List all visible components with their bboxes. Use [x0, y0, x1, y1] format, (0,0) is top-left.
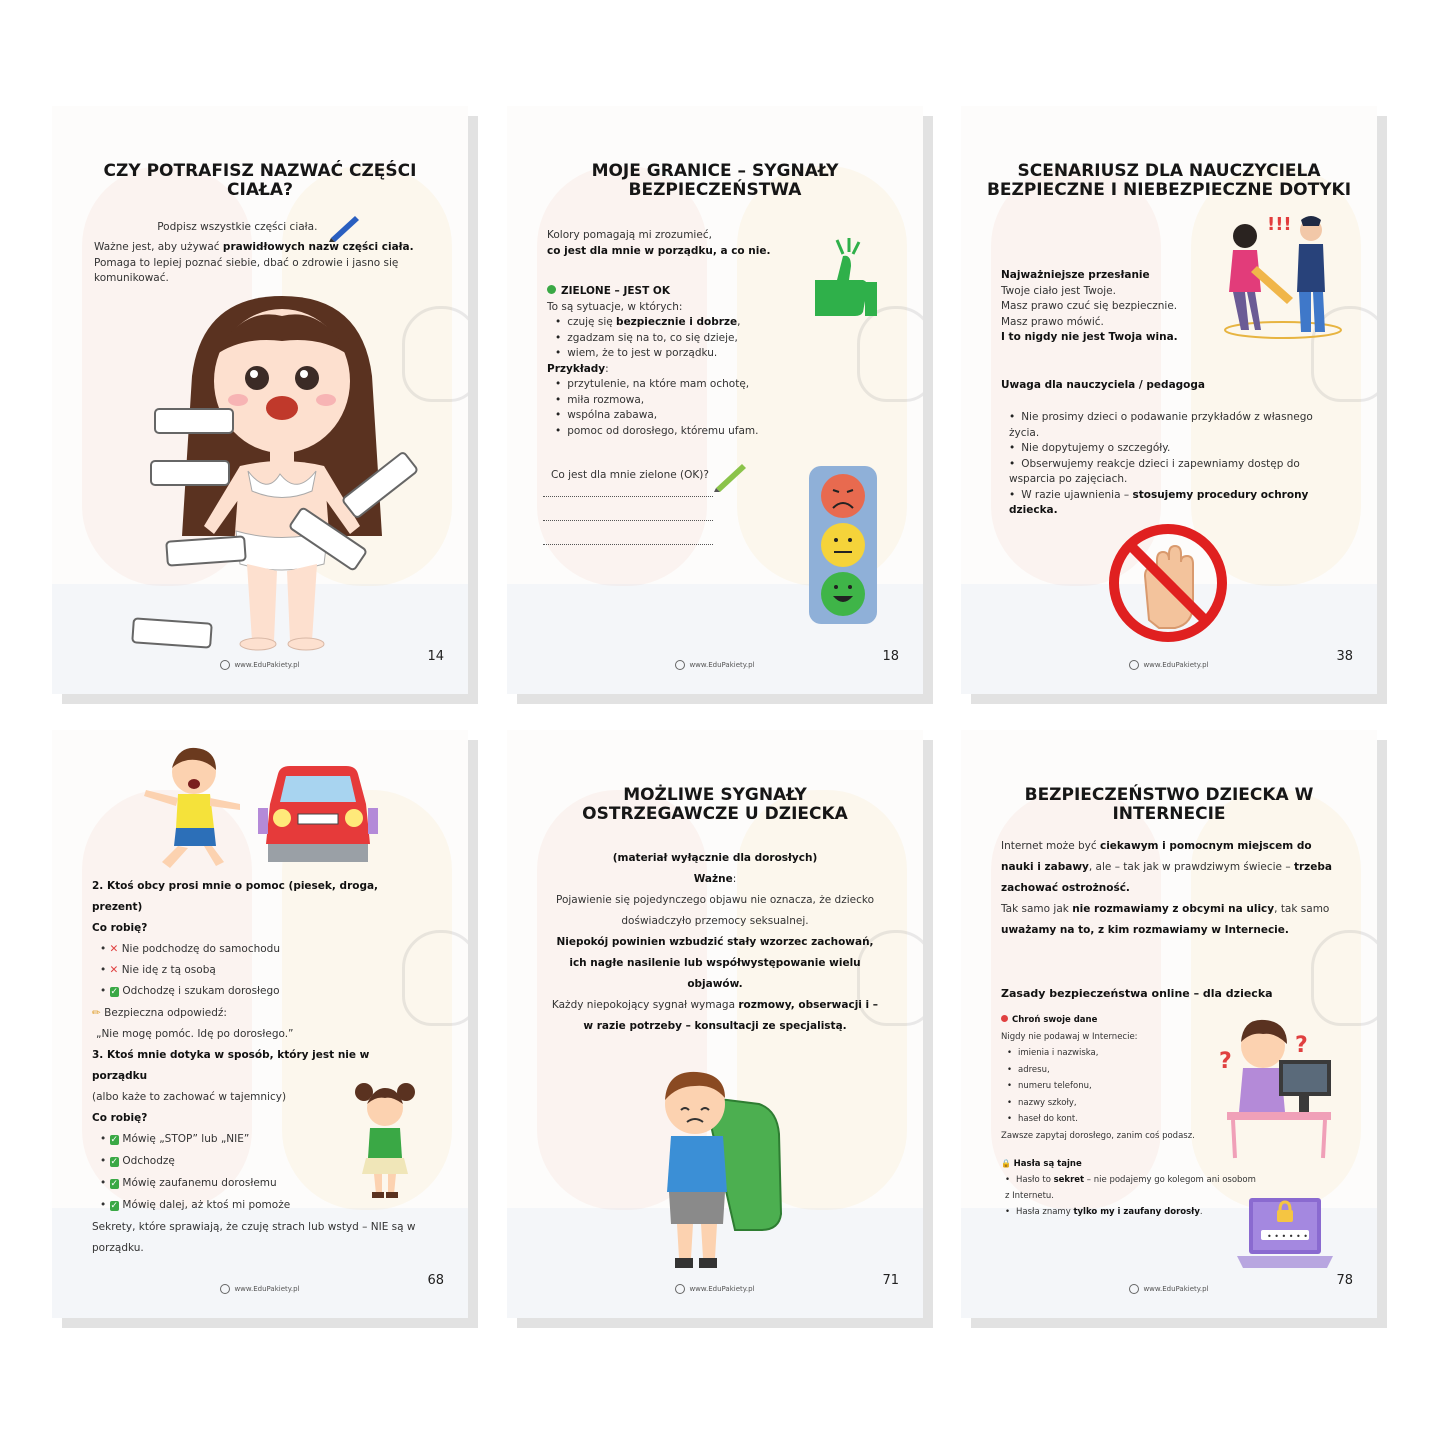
- page-number: 38: [1336, 649, 1353, 664]
- page-title: MOJE GRANICE – SYGNAŁY BEZPIECZEŃSTWA: [591, 161, 839, 200]
- intro-line: Kolory pomagają mi zrozumieć,: [547, 229, 712, 241]
- list-item: • ✓ Odchodzę i szukam dorosłego: [100, 985, 280, 997]
- label-box[interactable]: [150, 460, 230, 486]
- owl-logo-icon: [220, 660, 230, 670]
- page-number: 78: [1336, 1273, 1353, 1288]
- situations-intro: To są sytuacje, w których:: [547, 300, 683, 313]
- check-icon: ✓: [110, 987, 119, 997]
- intro-paragraph-1: Internet może być ciekawym i pomocnym miejscem do nauki i zabawy, ale – tak jak w prawdziwym świecie – trzeba zachować ostrożność.: [1001, 840, 1332, 894]
- check-icon: ✓: [110, 1157, 119, 1167]
- passwords-list: [1005, 1172, 1261, 1220]
- page-68: [52, 730, 468, 1318]
- owl-logo-icon: [1129, 660, 1139, 670]
- check-icon: ✓: [110, 1135, 119, 1145]
- subtitle: Podpisz wszystkie części ciała.: [157, 221, 318, 233]
- note-list: [1009, 410, 1339, 519]
- situations-list: [555, 315, 817, 362]
- lock-icon: 🔒: [1001, 1159, 1011, 1168]
- intro-text: Ważne jest, aby używać prawidłowych nazw części ciała. Pomaga to lepiej poznać siebie, dbać o zdrowie i jasno się komunikować.: [94, 241, 414, 284]
- adult-only-note: (materiał wyłącznie dla dorosłych): [612, 852, 818, 864]
- list-item: • Nie dopytujemy o szczegóły.: [1009, 441, 1339, 457]
- page-18: [507, 106, 923, 694]
- page-number: 14: [427, 649, 444, 664]
- owl-logo-icon: [675, 660, 685, 670]
- check-icon: ✓: [110, 1179, 119, 1189]
- safe-answer-label: ✏ Bezpieczna odpowiedź:: [92, 1007, 227, 1019]
- green-heading: ZIELONE – JEST OK: [547, 284, 817, 300]
- cross-icon: ✕: [109, 964, 119, 976]
- thumbs-up-icon: [807, 236, 879, 318]
- message-line: I to nigdy nie jest Twoja wina.: [1001, 331, 1178, 343]
- question: Co jest dla mnie zielone (OK)?: [551, 469, 709, 481]
- list-item: • Hasło to sekret – nie podajemy go kolegom ani osobom z Internetu.: [1005, 1172, 1261, 1204]
- safe-answer: „Nie mogę pomóc. Idę po dorosłego.”: [96, 1028, 294, 1040]
- page-title: SCENARIUSZ DLA NAUCZYCIELA BEZPIECZNE I NIEBEZPIECZNE DOTYKI: [986, 161, 1352, 200]
- page-78: [961, 730, 1377, 1318]
- list-item: • adresu,: [1007, 1062, 1195, 1079]
- footer: www.EduPakiety.pl: [507, 1284, 923, 1294]
- laptop-lock-icon: [1237, 1196, 1333, 1270]
- what-do-label: Co robię?: [92, 922, 148, 934]
- answer-line[interactable]: [543, 496, 713, 497]
- question-3-sub: (albo każe to zachować w tajemnicy): [92, 1091, 287, 1103]
- pencil-icon: [712, 458, 752, 492]
- paragraph-3: Każdy niepokojący sygnał wymaga rozmowy, obserwacji i – w razie potrzeby – konsultacji ze specjalistą.: [551, 999, 879, 1032]
- list-item: • ✓ Odchodzę: [100, 1155, 175, 1167]
- list-item: • Hasła znamy tylko my i zaufany dorosły.: [1005, 1204, 1261, 1220]
- note-heading: Uwaga dla nauczyciela / pedagoga: [1001, 379, 1205, 391]
- sad-boy-backpack-illustration: [637, 1064, 787, 1274]
- scared-boy-illustration: [138, 742, 248, 872]
- message-heading: Najważniejsze przesłanie: [1001, 269, 1150, 281]
- label-box[interactable]: [131, 617, 213, 649]
- girl-computer-illustration: [1219, 1012, 1339, 1162]
- footer: www.EduPakiety.pl: [507, 660, 923, 670]
- paragraph-1: Pojawienie się pojedynczego objawu nie oznacza, że dziecko doświadczyło przemocy seksualnej.: [556, 894, 874, 927]
- no-touch-icon: [1105, 520, 1231, 646]
- list-item: • numeru telefonu,: [1007, 1078, 1195, 1095]
- list-item: • zgadzam się na to, co się dzieje,: [555, 331, 817, 347]
- owl-logo-icon: [1129, 1284, 1139, 1294]
- page-14: [52, 106, 468, 694]
- page-title: BEZPIECZEŃSTWO DZIECKA W INTERNECIE: [1024, 785, 1314, 824]
- list-item: • czuję się bezpiecznie i dobrze,: [555, 315, 817, 331]
- label-box[interactable]: [154, 408, 234, 434]
- green-dot-icon: [547, 285, 556, 294]
- list-item: • haseł do kont.: [1007, 1111, 1195, 1128]
- page-71: [507, 730, 923, 1318]
- examples-label: Przykłady:: [547, 362, 609, 375]
- angry-girl-illustration: [350, 1080, 420, 1200]
- cross-icon: ✕: [109, 943, 119, 955]
- list-item: • wiem, że to jest w porządku.: [555, 346, 817, 362]
- footer: www.EduPakiety.pl: [961, 660, 1377, 670]
- always-ask-text: Zawsze zapytaj dorosłego, zanim coś podasz.: [1001, 1130, 1195, 1141]
- footer: www.EduPakiety.pl: [52, 660, 468, 670]
- check-icon: ✓: [110, 1201, 119, 1211]
- list-item: • wspólna zabawa,: [555, 408, 817, 424]
- traffic-light-icon: [809, 466, 877, 624]
- secrets-text: Sekrety, które sprawiają, że czuję strach lub wstyd – NIE są w porządku.: [92, 1221, 416, 1254]
- intro-paragraph-2: Tak samo jak nie rozmawiamy z obcymi na ulicy, tak samo uważamy na to, z kim rozmawiamy w Internecie.: [1001, 903, 1330, 936]
- red-car-illustration: [258, 764, 378, 866]
- list-item: • ✓ Mówię zaufanemu dorosłemu: [100, 1177, 277, 1189]
- list-item: • nazwy szkoły,: [1007, 1095, 1195, 1112]
- list-item: • W razie ujawnienia – stosujemy procedury ochrony dziecka.: [1009, 488, 1339, 519]
- svg-text:• • • • • •: • • • • • •: [1267, 1232, 1309, 1241]
- page-38: [961, 106, 1377, 694]
- passwords-heading: 🔒 Hasła są tajne: [1001, 1159, 1082, 1169]
- list-item: • ✕ Nie podchodzę do samochodu: [100, 943, 280, 955]
- list-item: • ✓ Mówię „STOP” lub „NIE”: [100, 1133, 250, 1145]
- list-item: • Obserwujemy reakcje dzieci i zapewniamy dostęp do wsparcia po zajęciach.: [1009, 457, 1339, 488]
- list-item: • imienia i nazwiska,: [1007, 1045, 1195, 1062]
- answer-line[interactable]: [543, 520, 713, 521]
- owl-logo-icon: [675, 1284, 685, 1294]
- message-line: Masz prawo czuć się bezpiecznie.: [1001, 300, 1178, 312]
- list-item: • Nie prosimy dzieci o podawanie przykładów z własnego życia.: [1009, 410, 1339, 441]
- important-label: Ważne:: [693, 873, 737, 885]
- what-do-label: Co robię?: [92, 1112, 148, 1124]
- page-number: 71: [882, 1273, 899, 1288]
- list-item: • ✓ Mówię dalej, aż ktoś mi pomoże: [100, 1199, 291, 1211]
- list-item: • pomoc od dorosłego, któremu ufam.: [555, 424, 817, 440]
- message-line: Twoje ciało jest Twoje.: [1001, 284, 1116, 297]
- list-item: • przytulenie, na które mam ochotę,: [555, 377, 817, 393]
- red-dot-icon: [1001, 1015, 1008, 1022]
- svg-text:?: ?: [1295, 1033, 1308, 1058]
- answer-line[interactable]: [543, 544, 713, 545]
- page-number: 68: [427, 1273, 444, 1288]
- never-give-text: Nigdy nie podawaj w Internecie:: [1001, 1031, 1138, 1042]
- pencil-icon: ✏: [92, 1007, 101, 1019]
- message-line: Masz prawo mówić.: [1001, 315, 1104, 328]
- list-item: • miła rozmowa,: [555, 393, 817, 409]
- question-2: 2. Ktoś obcy prosi mnie o pomoc (piesek, droga, prezent): [92, 880, 379, 913]
- owl-logo-icon: [220, 1284, 230, 1294]
- data-list: [1007, 1045, 1195, 1128]
- paragraph-2: Niepokój powinien wzbudzić stały wzorzec zachowań, ich nagłe nasilenie lub współwystępowanie wielu objawów.: [556, 936, 874, 990]
- pencil-icon: [327, 212, 363, 242]
- examples-list: [555, 377, 817, 439]
- intro-line-bold: co jest dla mnie w porządku, a co nie.: [547, 244, 771, 257]
- question-3: 3. Ktoś mnie dotyka w sposób, który jest nie w porządku: [92, 1049, 370, 1082]
- svg-text:?: ?: [1219, 1049, 1232, 1074]
- list-item: • ✕ Nie idę z tą osobą: [100, 964, 216, 976]
- svg-text:!!!: !!!: [1267, 214, 1292, 235]
- footer: www.EduPakiety.pl: [961, 1284, 1377, 1294]
- protect-heading: Chroń swoje dane: [1001, 1012, 1195, 1029]
- label-box[interactable]: [165, 535, 247, 567]
- page-title: MOŻLIWE SYGNAŁY OSTRZEGAWCZE U DZIECKA: [582, 785, 848, 824]
- rules-heading: Zasady bezpieczeństwa online – dla dziecka: [1001, 987, 1273, 1000]
- footer: www.EduPakiety.pl: [52, 1284, 468, 1294]
- page-number: 18: [882, 649, 899, 664]
- people-conflict-illustration: [1215, 212, 1345, 342]
- page-title: CZY POTRAFISZ NAZWAĆ CZĘŚCI CIAŁA?: [103, 161, 417, 200]
